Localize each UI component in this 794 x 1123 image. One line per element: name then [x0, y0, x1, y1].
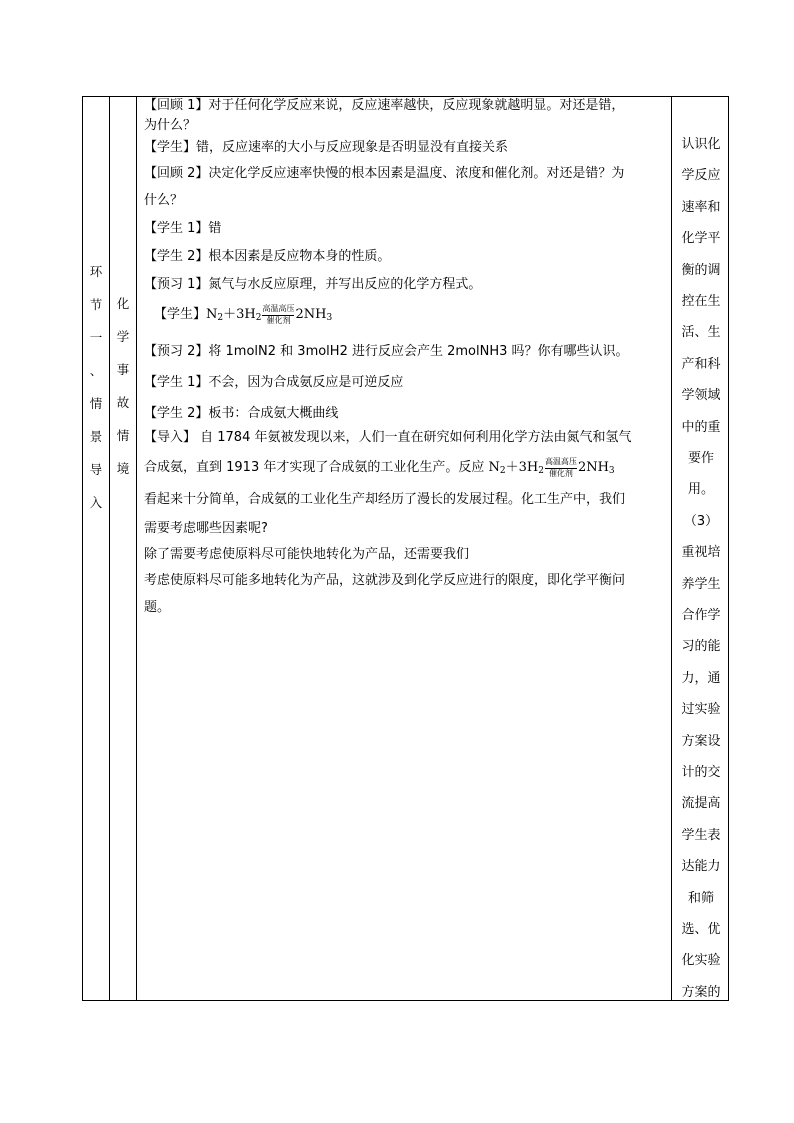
side-text-line: （3） [683, 513, 719, 529]
side-text-line: 方案设 [681, 733, 721, 749]
side-text-line: 用。 [687, 482, 714, 498]
stage-column [83, 97, 109, 1000]
side-text-line: 学生表 [681, 827, 721, 843]
side-text-line: 流提高 [681, 796, 721, 812]
side-text-line: 合作学 [681, 608, 721, 623]
side-text-line: 达能力 [681, 859, 721, 875]
stage-label: 环 节 一 、 情 景 导 入 [89, 264, 103, 510]
side-text-line: 衡的调 [681, 262, 721, 278]
side-text-line: 速率和 [681, 199, 721, 215]
text-line: 【回顾 1】对于任何化学反应来说，反应速率越快，反应现象就越明显。对还是错， [144, 98, 625, 113]
text-line: 为什么？ [144, 118, 197, 133]
side-text-line: 控在生 [681, 294, 721, 309]
side-text-line: 要作 [687, 451, 714, 466]
side-text-line: 学反应 [681, 168, 721, 184]
teaching-content [139, 97, 669, 1000]
side-text-line: 学领域 [681, 388, 721, 404]
text-line: 【导入】 自 1784 年氨被发现以来，人们一直在研究如何利用化学方法由氮气和氢气 [144, 430, 632, 445]
text-line: 【学生 2】根本因素是反应物本身的性质。 [144, 249, 391, 264]
side-text-line: 中的重 [681, 419, 721, 435]
text-line: 【回顾 2】决定化学反应速率快慢的根本因素是温度、浓度和催化剂。对还是错？为 [144, 166, 625, 181]
side-text-line: 计的交 [681, 765, 721, 780]
side-text-line: 过实验 [681, 702, 721, 718]
column-divider [671, 97, 672, 1000]
equation-line: 【学生】$N_2+3H_2$ 高温高压 催化剂 $2NH_3$ [154, 304, 333, 325]
scenario-column [110, 97, 136, 1000]
equation-line: 合成氨，直到 1913 年才实现了合成氨的工业化生产。反应 $N_2+3H_2$ 高温高压 催化剂 $2NH_3$ [144, 457, 615, 478]
side-text-line: 活、生 [681, 325, 721, 341]
text-line: 考虑使原料尽可能多地转化为产品，这就涉及到化学反应进行的限度，即化学平衡问 [144, 573, 626, 588]
text-line: 【预习 1】氮气与水反应原理，并写出反应的化学方程式。 [144, 277, 482, 292]
text-line: 看起来十分简单，合成氨的工业化生产却经历了漫长的发展过程。化工生产中，我们 [144, 492, 626, 507]
lesson-table [82, 96, 729, 1001]
side-text-line: 选、优 [681, 922, 721, 937]
text-line: 【学生】错，反应速率的大小与反应现象是否明显没有直接关系 [144, 140, 509, 155]
design-intent-column [673, 97, 729, 1000]
side-text-line: 认识化 [681, 137, 721, 152]
reaction-condition: 高温高压 催化剂 [544, 457, 577, 478]
text-line: 什么？ [144, 193, 184, 208]
side-text-line: 力，通 [681, 670, 721, 686]
side-text-line: 化实验 [681, 953, 721, 969]
text-line: 【学生 2】板书：合成氨大概曲线 [144, 406, 339, 421]
side-text-line: 重视培 [681, 545, 721, 561]
text-line: 除了需要考虑使原料尽可能快地转化为产品，还需要我们 [144, 547, 470, 562]
side-text-line: 习的能 [681, 639, 721, 655]
side-text-line: 和筛 [687, 890, 714, 906]
side-text-line: 养学生 [681, 576, 721, 592]
chemical-equation: $N_2+3H_2$ 高温高压 催化剂 $2NH_3$ [206, 304, 333, 325]
column-divider [136, 97, 137, 1000]
text-line: 题。 [144, 600, 171, 615]
reaction-condition: 高温高压 催化剂 [262, 304, 295, 325]
text-line: 【学生 1】错 [144, 221, 222, 236]
text-line: 需要考虑哪些因素呢? [144, 521, 268, 536]
side-text-line: 化学平 [681, 231, 721, 247]
text-line: 【学生 1】不会，因为合成氨反应是可逆反应 [144, 375, 404, 390]
chemical-equation: $N_2+3H_2$ 高温高压 催化剂 $2NH_3$ [488, 457, 615, 478]
side-text-line: 方案的 [681, 984, 721, 1000]
scenario-label: 化 学 事 故 情 境 [116, 296, 130, 476]
text-line: 【预习 2】将 1molN2 和 3molH2 进行反应会产生 2molNH3 吗？你有哪些认识。 [144, 344, 629, 359]
side-text-line: 产和科 [681, 356, 721, 372]
